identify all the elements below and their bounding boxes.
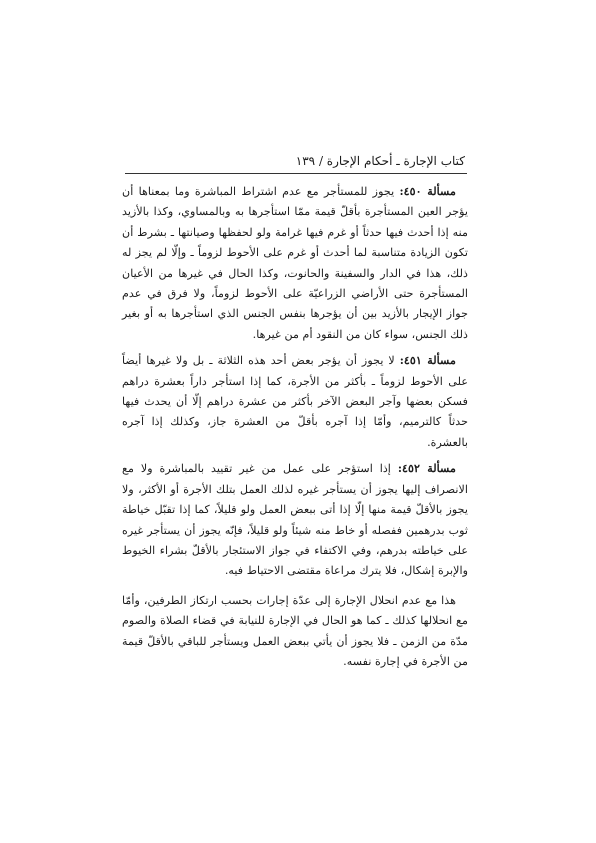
running-header: كتاب الإجارة ـ أحكام الإجارة / ١٣٩ — [295, 154, 465, 168]
paragraph-masala-451 — [122, 350, 468, 453]
page-body — [122, 181, 468, 677]
header-divider — [125, 173, 467, 174]
issue-label: مسألة ٤٥٢: — [397, 461, 457, 476]
paragraph-text: هذا مع عدم انحلال الإجارة إلى عدّة إجارات بحسب ارتكاز الطرفين، وأمّا مع انحلالها كذلك ـ كما هو الحال في الإجارة للنيابة في قضاء الصلاة والصوم مدّة من الزمن ـ فلا يجوز أن يأتي ببعض العمل ويستأجر للباقي بالأقلّ قيمة من الأجرة في إجارة نفسه. — [122, 593, 468, 668]
paragraph-closing — [122, 591, 468, 673]
paragraph-text: لا يجوز أن يؤجر بعض أحد هذه الثلاثة ـ بل ولا غيرها أيضاً على الأحوط لزوماً ـ بأكثر من الأجرة، كما إذا استأجر داراً بعشرة دراهم فسكن بعضها وآجر البعض الآخر بأكثر من عشرة دراهم إلّا أن يحدث فيها حدثاً كالترميم، وأمّا إذا آجره بأقلّ من العشرة جاز، وكذلك إذا آجره بالعشرة. — [122, 354, 468, 449]
paragraph-text: إذا استؤجر على عمل من غير تقييد بالمباشرة ولا مع الانصراف إليها يجوز أن يستأجر غيره لذلك العمل بتلك الأجرة أو الأكثر، ولا يجوز بالأقلّ قيمة منها إلّا إذا أتى ببعض العمل ولو قليلاً، كما إذا تقبّل خياطة ثوب بدرهمين ففصله أو خاط منه شيئاً ولو قليلاً، فإنّه يجوز أن يستأجر غيره على خياطته بدرهم، وفي الاكتفاء في جواز الاستئجار بالأقلّ بشراء الخيوط والإبرة إشكال، فلا يترك مراعاة مقتضى الاحتياط فيه. — [122, 462, 468, 578]
paragraph-masala-452 — [122, 458, 468, 581]
issue-label: مسألة ٤٥٠: — [399, 184, 456, 198]
paragraph-text: يجوز للمستأجر مع عدم اشتراط المباشرة وما بمعناها أن يؤجر العين المستأجرة بأقلّ قيمة ممّا استأجرها به وبالمساوي، وكذا بالأزيد منه إذا أحدث فيها حدثاً أو غرم فيها غرامة ولو لحفظها وصيانتها ـ بشرط أن تكون الزيادة متناسبة لما أحدث أو غرم على الأحوط لزوماً ـ وإلّا لم يجز له ذلك، هذا في الدار والسفينة والحانوت، وكذا الحال في غيرها من الأعيان المستأجرة حتى الأراضي الزراعيّة على الأحوط لزوماً، ولا فرق في عدم جواز الإيجار بالأزيد بين أن يؤجرها بنفس الجنس الذي استأجرها به أو بغير ذلك الجنس، سواء كان من النقود أم من غيرها. — [122, 185, 468, 341]
issue-label: مسألة ٤٥١: — [399, 353, 457, 368]
paragraph-masala-450 — [122, 181, 468, 345]
